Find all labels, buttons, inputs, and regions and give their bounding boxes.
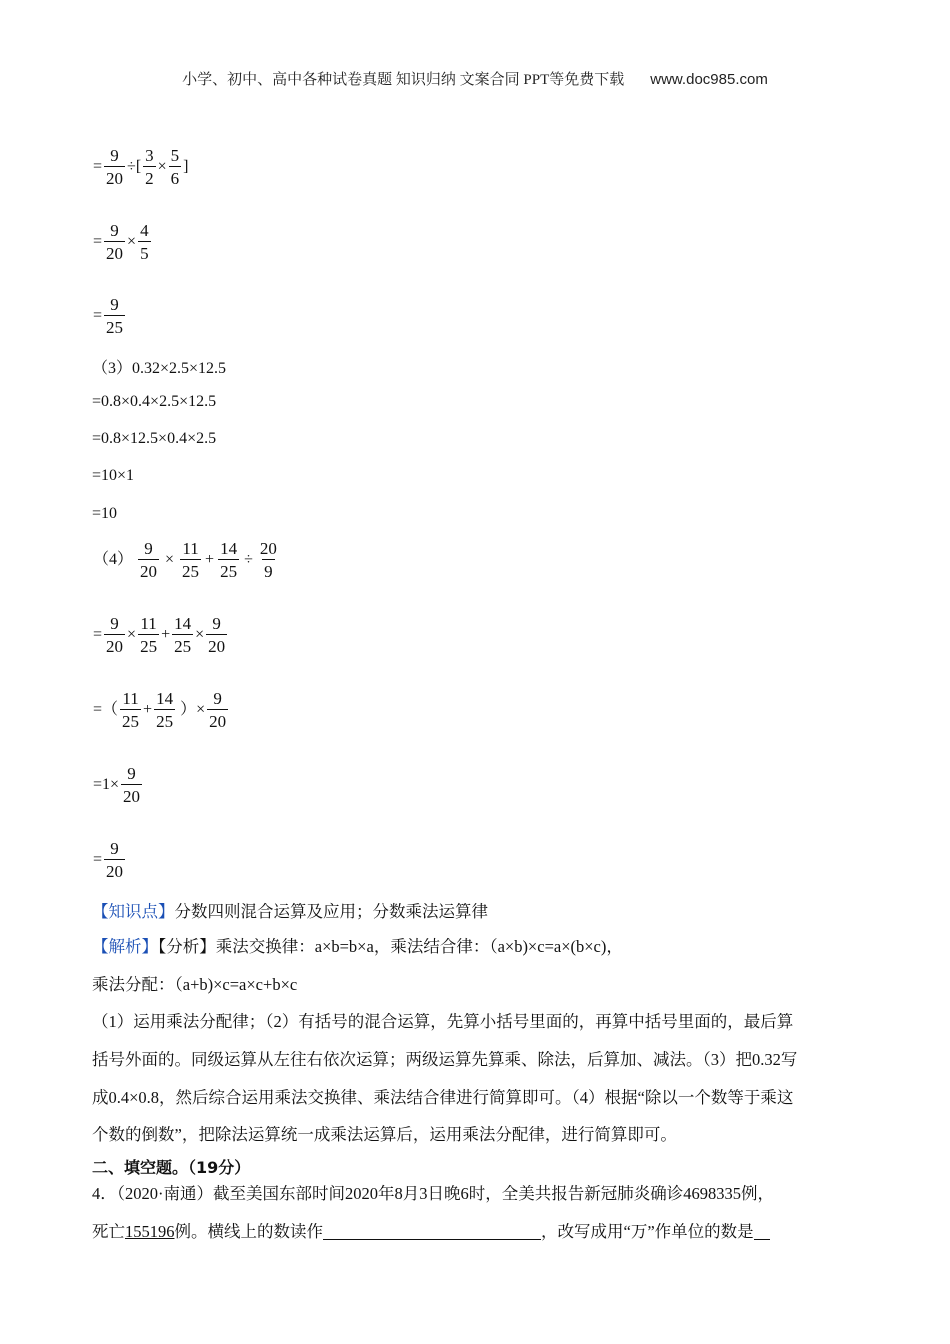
- q4-step-3: =1× $\frac{9}{20}$: [93, 764, 141, 806]
- question-4-line-2: 死亡155196例。横线上的数读作 ，改写成用“万”作单位的数是: [92, 1218, 770, 1242]
- knowledge-point: [92, 898, 488, 922]
- section-title: 二、填空题。（19分）: [92, 1158, 251, 1177]
- fraction: $\frac{9}{20}$: [209, 689, 227, 731]
- fraction: $\frac{14}{25}$: [174, 614, 192, 656]
- question-4-line-1: 4．（2020·南通）截至美国东部时间2020年8月3日晚6时，全美共报告新冠肺炎确诊4698335例，: [92, 1184, 774, 1203]
- fraction: $\frac{9}{20}$: [106, 614, 124, 656]
- analysis-line-2: 乘法分配：（a+b)×c=a×c+b×c: [92, 975, 298, 994]
- fraction: $\frac{20}{9}$: [259, 539, 277, 581]
- fraction: $\frac{9}{20}$: [106, 146, 124, 188]
- q2-step-1: = $\frac{9}{20}$ ÷[ $\frac{3}{2}$ × $\frac{5}{6}$ ]: [93, 146, 189, 188]
- fraction: $\frac{4}{5}$: [140, 221, 149, 263]
- analysis-para-4: 个数的倒数”，把除法运算统一成乘法运算后，运用乘法分配律，进行简算即可。: [92, 1125, 677, 1144]
- q3-line-2: =0.8×0.4×2.5×12.5: [92, 393, 217, 410]
- answer-blank-wan[interactable]: [754, 1223, 770, 1240]
- analysis-para-3: 成0.4×0.8，然后综合运用乘法交换律、乘法结合律进行简算即可。（4）根据“除以一个数等于乘这: [92, 1088, 794, 1107]
- fraction: $\frac{11}{25}$: [140, 614, 158, 656]
- fraction: $\frac{14}{25}$: [220, 539, 238, 581]
- q2-step-3: = $\frac{9}{25}$: [93, 295, 124, 337]
- q3-line-4: =10×1: [92, 467, 135, 484]
- analysis-para-1: （1）运用乘法分配律；（2）有括号的混合运算，先算小括号里面的，再算中括号里面的，最后算: [92, 1012, 794, 1031]
- fraction: $\frac{9}{25}$: [106, 295, 124, 337]
- q4-step-2: =（ $\frac{11}{25}$ + $\frac{14}{25}$ ）× $\frac{9}{20}$: [93, 689, 227, 731]
- fraction: $\frac{9}{20}$: [106, 839, 124, 881]
- q3-line-1: （3）0.32×2.5×12.5: [92, 360, 227, 377]
- fraction: $\frac{9}{20}$: [208, 614, 226, 656]
- knowledge-text: 分数四则混合运算及应用；分数乘法运算律: [174, 902, 488, 921]
- q4-expression: （4） $\frac{9}{20}$ × $\frac{11}{25}$ + $\frac{14}{25}$ ÷ $\frac{20}{9}$: [93, 539, 277, 581]
- q4-step-4: = $\frac{9}{20}$: [93, 839, 124, 881]
- fraction: $\frac{5}{6}$: [170, 146, 180, 188]
- analysis-line-1: 【解析】【分析】乘法交换律：a×b=b×a，乘法结合律：（a×b)×c=a×(b×c)，: [92, 937, 623, 956]
- fraction: $\frac{14}{25}$: [156, 689, 174, 731]
- fraction: $\frac{9}{20}$: [106, 221, 124, 263]
- q2-step-2: = $\frac{9}{20}$ × $\frac{4}{5}$: [93, 221, 149, 263]
- q4-step-1: = $\frac{9}{20}$ × $\frac{11}{25}$ + $\frac{14}{25}$ × $\frac{9}{20}$: [93, 614, 226, 656]
- fraction: $\frac{9}{20}$: [140, 539, 158, 581]
- analysis-para-2: 括号外面的。同级运算从左往右依次运算；两级运算先算乘、除法，后算加、减法。（3）把0.32写: [92, 1050, 798, 1069]
- fraction: $\frac{3}{2}$: [145, 146, 154, 188]
- analysis-tag: 【解析】: [92, 937, 158, 956]
- header-url: www.doc985.com: [650, 71, 768, 88]
- fraction: $\frac{11}{25}$: [122, 689, 140, 731]
- header-text: 小学、初中、高中各种试卷真题 知识归纳 文案合同 PPT等免费下载: [182, 72, 625, 88]
- q3-line-5: =10: [92, 505, 118, 522]
- knowledge-tag: 【知识点】: [92, 902, 175, 921]
- page-header: [0, 68, 950, 89]
- fraction: $\frac{11}{25}$: [182, 539, 200, 581]
- q3-line-3: =0.8×12.5×0.4×2.5: [92, 430, 217, 447]
- answer-blank-reading[interactable]: [323, 1223, 541, 1240]
- underlined-number: 155196: [125, 1222, 175, 1241]
- fraction: $\frac{9}{20}$: [123, 764, 141, 806]
